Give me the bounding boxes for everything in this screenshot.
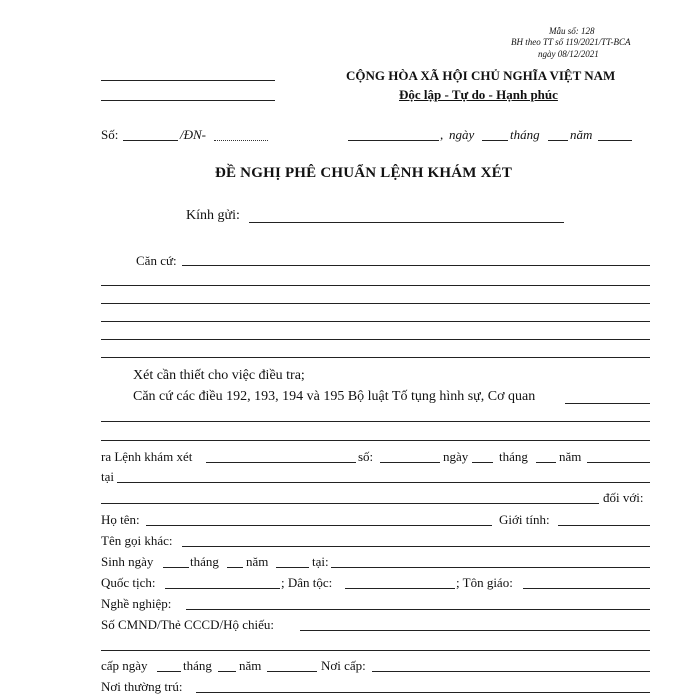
id-issue-month-label: tháng <box>183 658 212 673</box>
name-field[interactable] <box>146 525 492 526</box>
basis-field-line-1[interactable] <box>101 285 650 286</box>
alias-label: Tên gọi khác: <box>101 533 173 548</box>
order-at-field[interactable] <box>117 482 650 483</box>
birth-day-field[interactable] <box>163 567 189 568</box>
basis-field-line-4[interactable] <box>101 339 650 340</box>
date-comma: , <box>440 127 444 142</box>
number-field[interactable] <box>123 140 178 141</box>
ethnicity-field[interactable] <box>345 588 455 589</box>
id-issue-place-field[interactable] <box>372 671 650 672</box>
id-issue-year-label: năm <box>239 658 262 673</box>
date-day-field[interactable] <box>482 140 508 141</box>
id-issue-day-field[interactable] <box>157 671 181 672</box>
birth-month-field[interactable] <box>227 567 243 568</box>
reason-line-1: Xét cần thiết cho việc điều tra; <box>133 368 305 383</box>
dn-code-field[interactable] <box>214 140 268 141</box>
order-no-label: số: <box>358 449 374 464</box>
id-issue-day-label: cấp ngày <box>101 658 148 673</box>
order-no-field[interactable] <box>380 462 440 463</box>
national-header: CỘNG HÒA XÃ HỘI CHỦ NGHĨA VIỆT NAM <box>346 68 616 83</box>
nationality-field[interactable] <box>165 588 280 589</box>
residence-label: Nơi thường trú: <box>101 679 183 694</box>
agency-line-2[interactable] <box>101 100 275 101</box>
occupation-label: Nghề nghiệp: <box>101 596 172 611</box>
residence-field[interactable] <box>196 692 650 693</box>
birth-month-label: tháng <box>190 554 219 569</box>
date-year-label: năm <box>570 127 593 142</box>
document-title: ĐỀ NGHỊ PHÊ CHUẨN LỆNH KHÁM XÉT <box>215 165 513 181</box>
id-number-field[interactable] <box>300 630 650 631</box>
alias-field[interactable] <box>182 546 650 547</box>
gender-label: Giới tính: <box>499 512 550 527</box>
date-year-field[interactable] <box>598 140 632 141</box>
order-at-label: tại <box>101 469 114 484</box>
form-number: Mẫu số: 128 <box>549 26 595 36</box>
id-issue-month-field[interactable] <box>218 671 236 672</box>
agency-name-field[interactable] <box>565 403 650 404</box>
place-field[interactable] <box>348 140 439 141</box>
basis-field-line-3[interactable] <box>101 321 650 322</box>
date-month-label: tháng <box>510 127 540 142</box>
date-day-label: ngày <box>449 127 475 142</box>
religion-label: ; Tôn giáo: <box>456 575 513 590</box>
birth-year-field[interactable] <box>276 567 309 568</box>
nationality-label: Quốc tịch: <box>101 575 156 590</box>
agency-line-1[interactable] <box>101 80 275 81</box>
gender-field[interactable] <box>558 525 650 526</box>
birth-year-label: năm <box>246 554 269 569</box>
order-day-label: ngày <box>443 449 469 464</box>
birth-place-label: tại: <box>312 554 329 569</box>
name-label: Họ tên: <box>101 512 140 527</box>
order-year-label: năm <box>559 449 582 464</box>
date-month-field[interactable] <box>548 140 568 141</box>
id-number-field-2[interactable] <box>101 650 650 651</box>
order-against-label: đối với: <box>603 490 644 505</box>
occupation-field[interactable] <box>186 609 650 610</box>
birth-place-field[interactable] <box>331 567 650 568</box>
id-number-label: Số CMND/Thẻ CCCD/Hộ chiếu: <box>101 617 274 632</box>
agency-name-field-2[interactable] <box>101 421 650 422</box>
order-year-field[interactable] <box>587 462 650 463</box>
basis-field-line-5[interactable] <box>101 357 650 358</box>
order-month-label: tháng <box>499 449 528 464</box>
basis-field-line-0[interactable] <box>182 265 650 266</box>
order-day-field[interactable] <box>472 462 493 463</box>
form-circular-ref: BH theo TT số 119/2021/TT-BCA <box>511 37 631 47</box>
id-issue-year-field[interactable] <box>267 671 317 672</box>
form-issue-date: ngày 08/12/2021 <box>538 49 599 59</box>
basis-label: Căn cứ: <box>136 253 177 268</box>
id-issue-place-label: Nơi cấp: <box>321 658 366 673</box>
order-month-field[interactable] <box>536 462 556 463</box>
recipient-field[interactable] <box>249 222 564 223</box>
dn-label: /ĐN- <box>180 127 206 142</box>
agency-name-field-3[interactable] <box>101 440 650 441</box>
basis-field-line-2[interactable] <box>101 303 650 304</box>
religion-field[interactable] <box>523 588 650 589</box>
reason-line-2: Căn cứ các điều 192, 193, 194 và 195 Bộ luật Tố tụng hình sự, Cơ quan <box>133 389 536 404</box>
number-label: Số: <box>101 127 119 142</box>
birth-day-label: Sinh ngày <box>101 554 154 569</box>
order-issue-label: ra Lệnh khám xét <box>101 449 193 464</box>
recipient-label: Kính gửi: <box>186 208 240 223</box>
order-issuer-field[interactable] <box>206 462 356 463</box>
ethnicity-label: ; Dân tộc: <box>281 575 333 590</box>
national-motto: Độc lập - Tự do - Hạnh phúc <box>399 87 558 102</box>
order-at-field-2[interactable] <box>101 503 599 504</box>
